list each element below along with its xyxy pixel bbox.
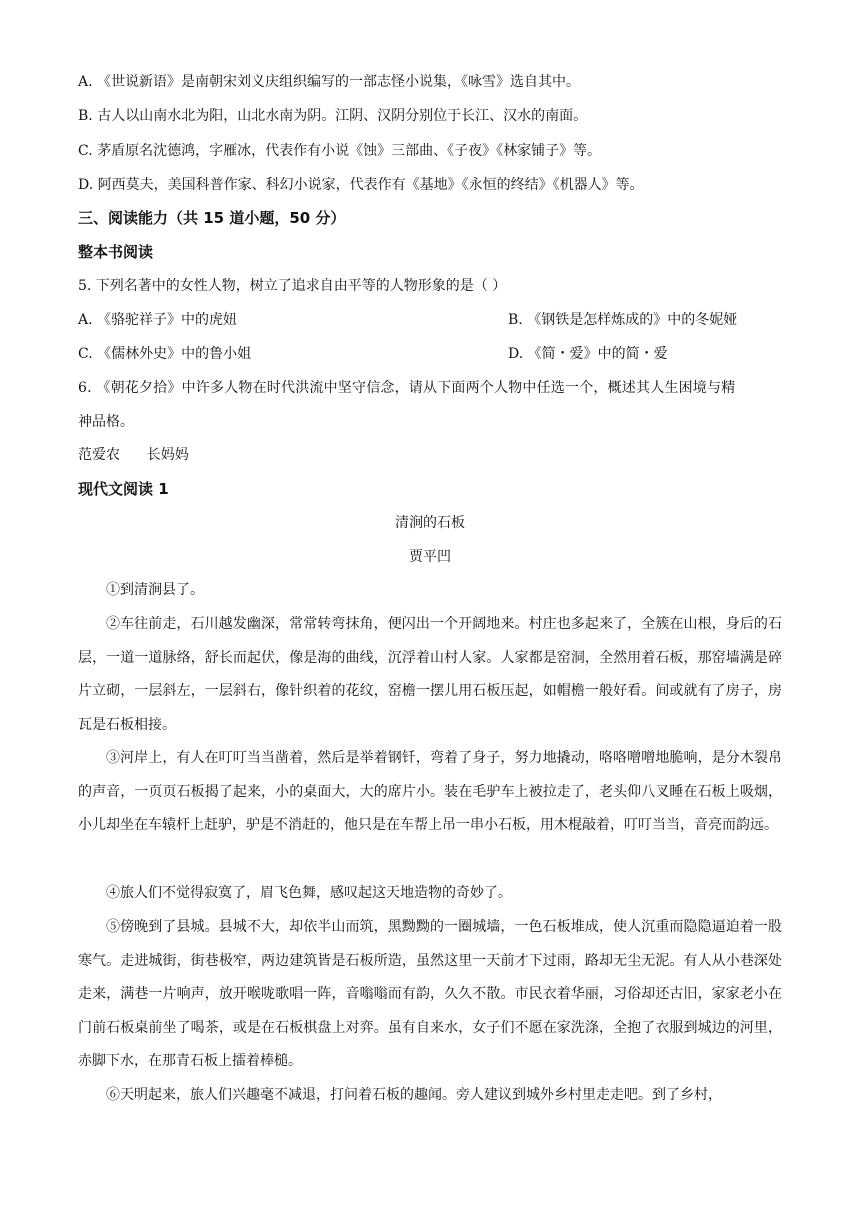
q6-stem-line-2: 神品格。 bbox=[78, 414, 134, 430]
q5-option-c: C. 《儒林外史》中的鲁小姐 bbox=[78, 346, 252, 362]
subsection-whole-book: 整本书阅读 bbox=[78, 243, 154, 261]
q5-options-row-1 bbox=[78, 310, 782, 330]
article-author: 贾平凹 bbox=[409, 549, 451, 565]
q5-option-a: A. 《骆驼祥子》中的虎妞 bbox=[78, 312, 238, 328]
q5-stem: 5. 下列名著中的女性人物，树立了追求自由平等的人物形象的是（ ） bbox=[78, 278, 507, 294]
article-paragraph-4: ④旅人们不觉得寂寞了，眉飞色舞，感叹起这天地造物的奇妙了。 bbox=[106, 885, 512, 901]
section-title: 三、阅读能力（共 15 道小题，50 分） bbox=[78, 209, 346, 227]
article-paragraph-6: ⑥天明起来，旅人们兴趣毫不减退，打问着石板的趣闻。旁人建议到城外乡村里走走吧。到了乡村， bbox=[106, 1087, 722, 1103]
article-paragraph-2: ②车往前走，石川越发幽深，常常转弯抹角，便闪出一个开阔地来。村庄也多起来了，全簇在山根，身后的石层，一道一道脉络，舒长而起伏，像是海的曲线，沉浮着山村人家。人家都是窑洞，全然用着石板，那窑墙满是碎片立砌，一层斜左，一层斜右，像针织着的花纹，窑檐一摆儿用石板压起，如帽檐一般好看。间或就有了房子，房瓦是石板相接。 bbox=[78, 616, 782, 733]
q5-option-b: B. 《钢铁是怎样炼成的》中的冬妮娅 bbox=[508, 312, 738, 328]
article-paragraph-3: ③河岸上，有人在叮叮当当凿着，然后是举着钢钎，弯着了身子，努力地撬动，咯咯噌噌地脆响，是分木裂帛的声音，一页页石板揭了起来，小的桌面大，大的席片小。装在毛驴车上被拉走了，老头仰八叉睡在石板上吸烟，小儿却坐在车辕杆上赶驴，驴是不消赶的，他只是在车帮上吊一串小石板，用木棍敲着，叮叮当当，音亮而韵远。 bbox=[78, 750, 782, 833]
q4-option-c: C. 茅盾原名沈德鸿，字雁冰，代表作有小说《蚀》三部曲、《子夜》《林家铺子》等。 bbox=[78, 143, 602, 159]
q4-option-b: B. 古人以山南水北为阳，山北水南为阴。江阴、汉阴分别位于长江、汉水的南面。 bbox=[78, 108, 588, 124]
article-paragraph-5: ⑤傍晚到了县城。县城不大，却依半山而筑，黑黝黝的一圈城墙，一色石板堆成，使人沉重而隐隐逼迫着一股寒气。走进城街，街巷极窄，两边建筑皆是石板所造，虽然这里一天前才下过雨，路却无尘无泥。有人从小巷深处走来，满巷一片响声，放开喉咙歌唱一阵，音嗡嗡而有韵，久久不散。市民衣着华丽，习俗却还古旧，家家老小在门前石板桌前坐了喝茶，或是在石板棋盘上对弈。虽有自来水，女子们不愿在家洗涤，全抱了衣服到城边的河里，赤脚下水，在那青石板上擂着棒槌。 bbox=[78, 919, 782, 1069]
subsection-modern: 现代文阅读 1 bbox=[78, 480, 169, 498]
q5-options-row-2 bbox=[78, 344, 782, 364]
q5-option-d: D. 《简・爱》中的简・爱 bbox=[508, 346, 668, 362]
q4-option-a: A. 《世说新语》是南朝宋刘义庆组织编写的一部志怪小说集，《咏雪》选自其中。 bbox=[78, 74, 581, 90]
article-title: 清涧的石板 bbox=[395, 515, 465, 531]
q6-stem-line-1: 6. 《朝花夕拾》中许多人物在时代洪流中坚守信念，请从下面两个人物中任选一个，概述其人生困境与精 bbox=[78, 380, 736, 396]
article-paragraph-1: ①到清涧县了。 bbox=[106, 582, 204, 598]
q6-choices: 范爱农 长妈妈 bbox=[78, 447, 189, 463]
q4-option-d: D. 阿西莫夫，美国科普作家、科幻小说家，代表作有《基地》《永恒的终结》《机器人》等。 bbox=[78, 177, 644, 193]
